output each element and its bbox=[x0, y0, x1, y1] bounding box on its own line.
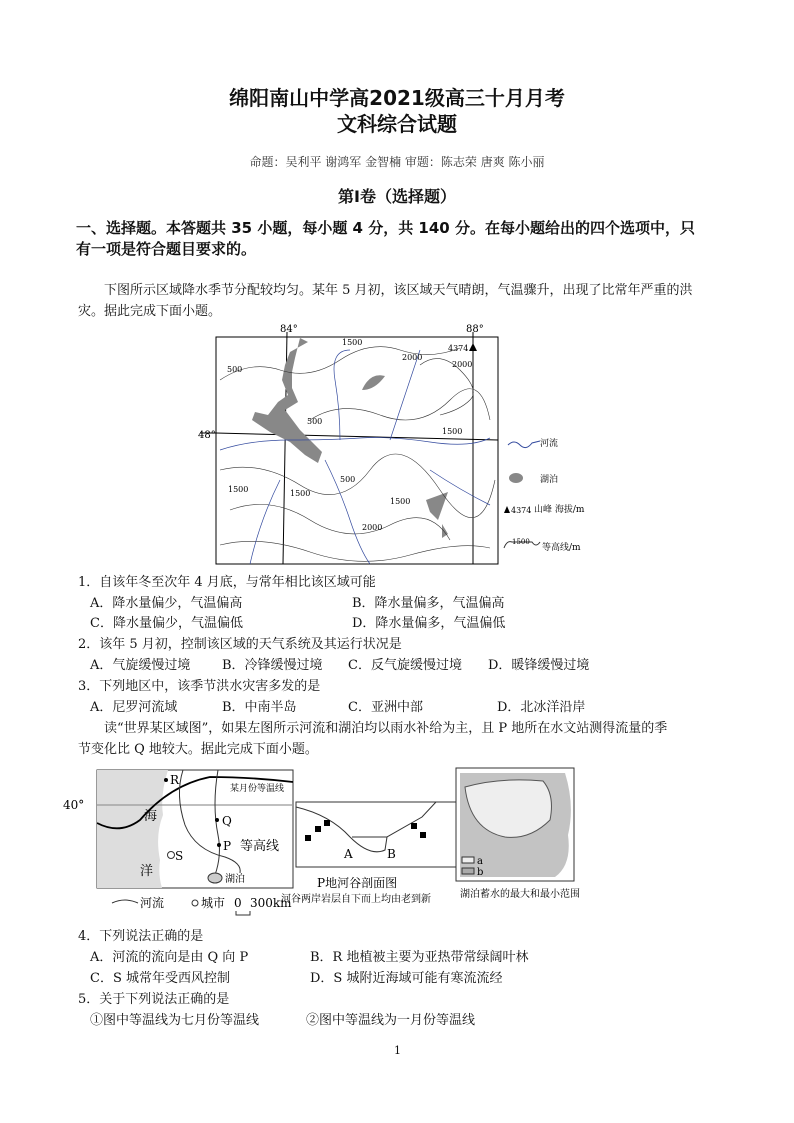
legend-peak-icon bbox=[504, 506, 510, 513]
page-number: 1 bbox=[394, 1044, 401, 1057]
contour-label: 1500 bbox=[290, 489, 311, 498]
city-s: S bbox=[175, 849, 184, 863]
passage-2: 读“世界某区域图”，如果左图所示河流和湖泊均以雨水补给为主，且 P 地所在水文站测得流量的季 bbox=[104, 721, 668, 736]
q1-option-a[interactable]: A．降水量偏少，气温偏高 bbox=[90, 596, 243, 611]
exam-title: 绵阳南山中学高2021级高三十月月考 bbox=[229, 86, 565, 110]
legend-peak: 山峰 海拔/m bbox=[534, 505, 585, 515]
q1-option-d[interactable]: D．降水量偏多，气温偏低 bbox=[352, 616, 506, 631]
legend-a: a bbox=[477, 856, 483, 867]
scale-zero: 0 bbox=[234, 896, 242, 910]
legend-peak-value: 4374 bbox=[511, 506, 532, 515]
q2-option-d[interactable]: D．暖锋缓慢过境 bbox=[488, 658, 590, 673]
q1-option-c[interactable]: C．降水量偏少，气温偏低 bbox=[90, 616, 243, 631]
contour-label: 500 bbox=[340, 475, 356, 484]
legend-b: b bbox=[477, 867, 484, 878]
q3-option-c[interactable]: C．亚洲中部 bbox=[348, 700, 423, 715]
q2-option-c[interactable]: C．反气旋缓慢过境 bbox=[348, 658, 462, 673]
question-3: 3．下列地区中，该季节洪水灾害多发的是 bbox=[78, 679, 321, 694]
region-map bbox=[63, 770, 293, 915]
point-p: P bbox=[223, 839, 232, 853]
question-1: 1．自该年冬至次年 4 月底，与常年相比该区域可能 bbox=[78, 575, 376, 590]
q5-statement-1: ①图中等温线为七月份等温线 bbox=[90, 1013, 260, 1028]
legend-river: 河流 bbox=[540, 439, 559, 449]
section-instruction: 一、选择题。本答题共 35 小题，每小题 4 分，共 140 分。在每小题给出的四个选项中，只 bbox=[76, 219, 695, 237]
region-figures bbox=[60, 765, 620, 920]
lon-88: 88° bbox=[466, 324, 484, 335]
scale-bar bbox=[236, 911, 250, 915]
legend-lake-icon bbox=[509, 473, 523, 483]
q4-option-b[interactable]: B．R 地植被主要为亚热带常绿阔叶林 bbox=[310, 950, 529, 965]
point-r: R bbox=[170, 773, 180, 787]
label-b: B bbox=[387, 847, 396, 861]
lake bbox=[426, 492, 448, 520]
contour-label: 500 bbox=[227, 365, 243, 374]
peak-icon bbox=[469, 343, 477, 351]
section-title: 第Ⅰ卷（选择题） bbox=[338, 187, 456, 206]
contour-label: 等高线 bbox=[240, 839, 280, 854]
exam-subtitle: 文科综合试题 bbox=[337, 112, 457, 136]
lat-40: 40° bbox=[63, 798, 85, 812]
contour-label: 2000 bbox=[452, 360, 473, 369]
lake-range bbox=[456, 768, 580, 900]
valley-profile bbox=[281, 802, 459, 905]
contour-label: 1500 bbox=[342, 338, 363, 347]
valley-title: P地河谷剖面图 bbox=[317, 876, 398, 890]
legend-lake: 湖泊 bbox=[540, 475, 559, 485]
q5-statement-2: ②图中等温线为一月份等温线 bbox=[306, 1013, 476, 1028]
q3-option-a[interactable]: A．尼罗河流域 bbox=[90, 700, 178, 715]
q4-option-c[interactable]: C．S 城常年受西风控制 bbox=[90, 971, 230, 986]
contour-label: 1500 bbox=[442, 427, 463, 436]
point-q: Q bbox=[222, 814, 232, 828]
legend-river: 河流 bbox=[140, 896, 165, 910]
valley-note: 河谷两岸岩层自下而上均由老到新 bbox=[281, 894, 431, 905]
q4-option-a[interactable]: A．河流的流向是由 Q 向 P bbox=[90, 950, 249, 965]
legend-river-icon bbox=[508, 441, 540, 448]
label-a: A bbox=[344, 847, 353, 861]
passage-1-cont: 灾。据此完成下面小题。 bbox=[78, 304, 222, 319]
contour-label: 2000 bbox=[362, 523, 383, 532]
lake bbox=[362, 375, 385, 390]
legend-contour: 等高线/m bbox=[542, 543, 581, 553]
peak-label: 4374 bbox=[448, 344, 469, 353]
q3-option-b[interactable]: B．中南半岛 bbox=[222, 700, 297, 715]
scale-label: 300km bbox=[250, 896, 292, 910]
question-5: 5．关于下列说法正确的是 bbox=[78, 992, 230, 1007]
authors: 命题：吴利平 谢鸿军 金智楠 审题：陈志荣 唐爽 陈小丽 bbox=[249, 155, 545, 169]
q3-option-d[interactable]: D．北冰洋沿岸 bbox=[497, 700, 586, 715]
passage-2-cont: 节变化比 Q 地较大。据此完成下面小题。 bbox=[78, 742, 318, 757]
contour-label: 500 bbox=[307, 417, 323, 426]
topographic-map bbox=[190, 320, 610, 570]
q1-option-b[interactable]: B．降水量偏多，气温偏高 bbox=[352, 596, 505, 611]
contour-label: 1500 bbox=[390, 497, 411, 506]
label-ocean: 洋 bbox=[140, 864, 154, 879]
legend-city: 城市 bbox=[201, 896, 226, 910]
question-4: 4．下列说法正确的是 bbox=[78, 929, 204, 944]
lake-label: 湖泊 bbox=[225, 874, 245, 885]
question-2: 2．该年 5 月初，控制该区域的天气系统及其运行状况是 bbox=[78, 637, 402, 652]
passage-1: 下图所示区域降水季节分配较均匀。某年 5 月初，该区域天气晴朗，气温骤升，出现了比常年严重的洪 bbox=[104, 283, 693, 298]
lake-caption: 湖泊蓄水的最大和最小范围 bbox=[460, 889, 580, 900]
label-sea: 海 bbox=[144, 809, 158, 824]
lat-48: 48° bbox=[198, 430, 216, 441]
q2-option-b[interactable]: B．冷锋缓慢过境 bbox=[222, 658, 323, 673]
contour-label: 2000 bbox=[402, 353, 423, 362]
lon-84: 84° bbox=[280, 324, 298, 335]
isotherm-label: 某月份等温线 bbox=[230, 784, 285, 794]
contour-label: 1500 bbox=[228, 485, 249, 494]
q4-option-d[interactable]: D．S 城附近海域可能有寒流流经 bbox=[310, 971, 503, 986]
legend-contour-value: 1500 bbox=[512, 538, 530, 546]
section-instruction-cont: 有一项是符合题目要求的。 bbox=[76, 240, 257, 258]
q2-option-a[interactable]: A．气旋缓慢过境 bbox=[90, 658, 191, 673]
